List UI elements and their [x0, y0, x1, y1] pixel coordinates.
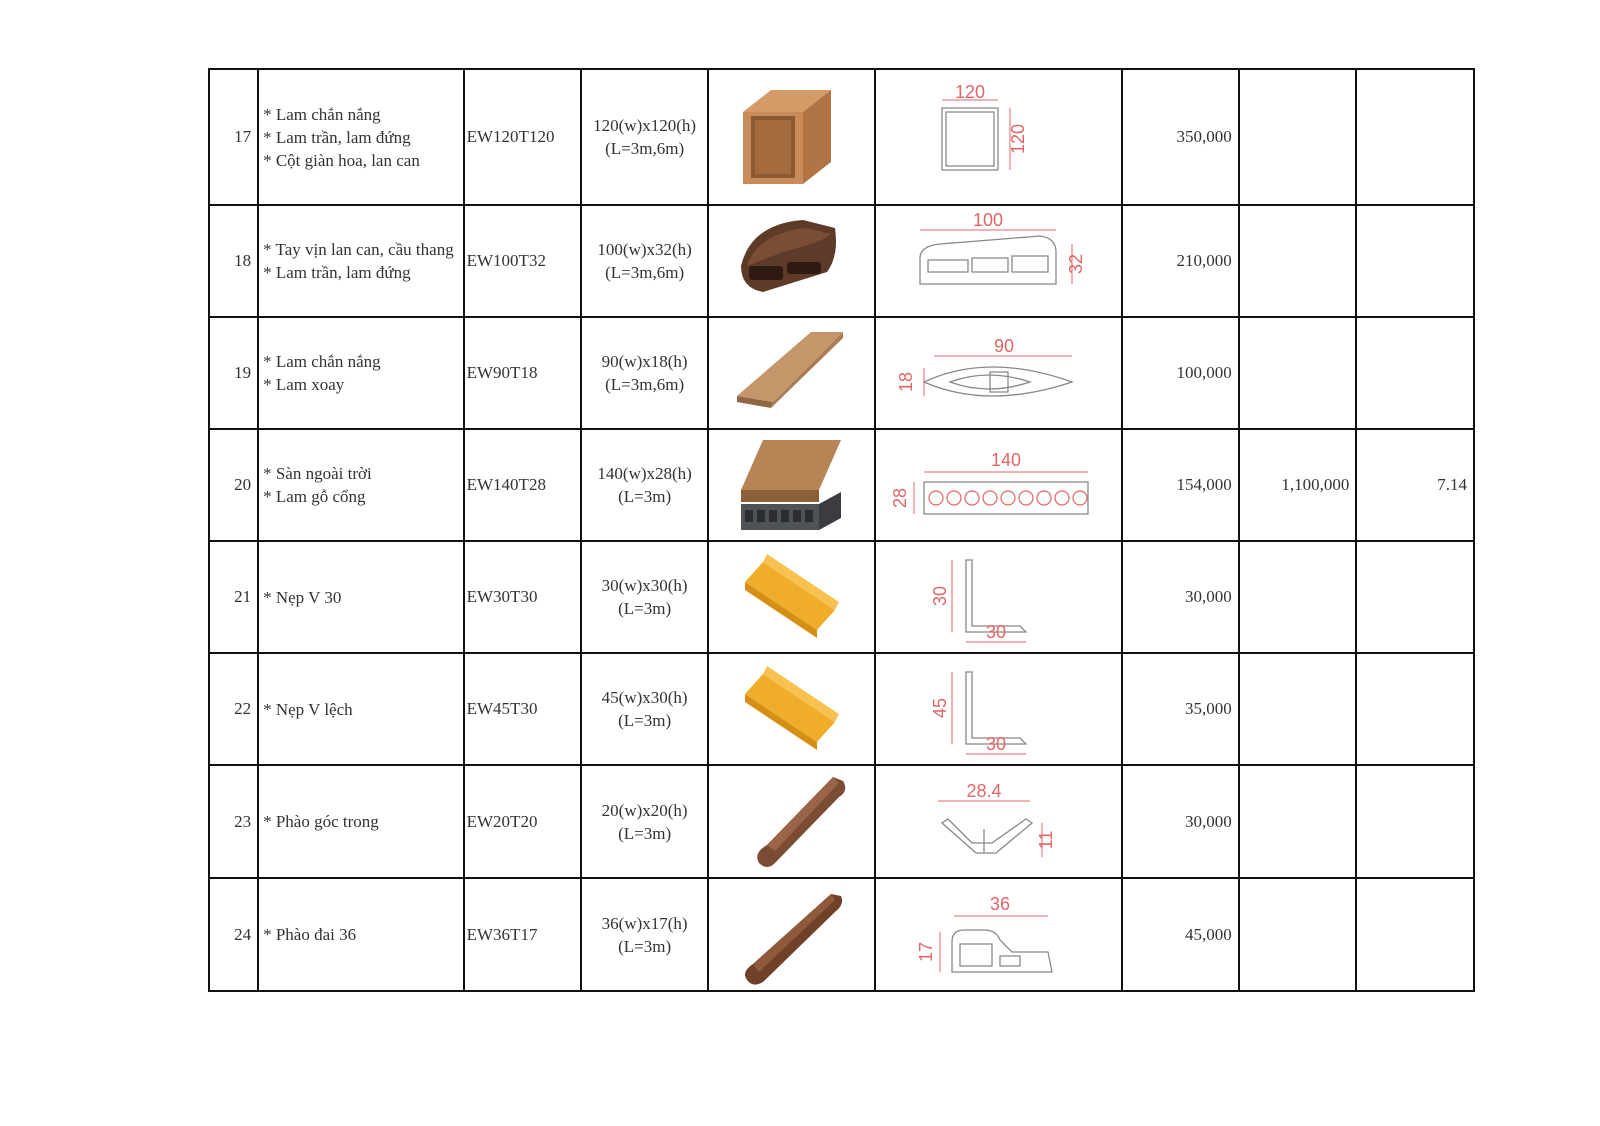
ratio-cell [1356, 653, 1474, 765]
product-photo-cell [708, 429, 875, 541]
svg-text:100: 100 [973, 210, 1004, 230]
row-number-cell [209, 205, 258, 317]
description-line: * Lam xoay [263, 375, 345, 394]
description-cell [258, 878, 464, 991]
ratio-cell [1356, 541, 1474, 653]
description-cell [258, 205, 464, 317]
row-number: 20 [234, 475, 252, 494]
size-cell [581, 317, 708, 429]
decking-board-photo [723, 430, 859, 540]
svg-text:11: 11 [1036, 830, 1057, 849]
ratio-cell [1356, 205, 1474, 317]
technical-drawing-cell [875, 205, 1122, 317]
total-cell [1239, 205, 1357, 317]
svg-text:30: 30 [930, 585, 951, 607]
description-line: * Lam chắn nắng [263, 104, 381, 124]
table-row [209, 317, 1474, 429]
product-code-cell [464, 205, 582, 317]
row-number-cell [209, 653, 258, 765]
product-price-table [208, 68, 1475, 992]
unit-price: 30,000 [1185, 811, 1232, 831]
unit-price-cell [1122, 878, 1239, 991]
description-line: * Cột giàn hoa, lan can [263, 150, 420, 170]
unit-price: 154,000 [1176, 475, 1232, 494]
product-code-cell [464, 317, 582, 429]
product-photo-cell [708, 765, 875, 878]
ratio-cell [1356, 317, 1474, 429]
size-line: (L=3m) [618, 936, 672, 956]
belt-molding-profile-icon [880, 880, 1116, 990]
unit-price: 100,000 [1176, 363, 1232, 382]
product-code: EW45T30 [466, 699, 538, 718]
size-line: (L=3m) [618, 711, 672, 730]
description-line: * Lam gỗ cổng [263, 487, 366, 506]
product-code: EW20T20 [466, 811, 538, 831]
ratio-cell [1356, 765, 1474, 878]
size-line: (L=3m) [618, 487, 672, 506]
table-row [209, 69, 1474, 205]
size-cell [581, 429, 708, 541]
description-cell [258, 765, 464, 878]
technical-drawing-cell [875, 653, 1122, 765]
product-code: EW120T120 [466, 127, 555, 146]
ratio-value: 7.14 [1437, 475, 1467, 494]
unit-price-cell [1122, 765, 1239, 878]
row-number-cell [209, 69, 258, 205]
description-cell [258, 69, 464, 205]
inner-corner-molding-photo [723, 767, 859, 877]
svg-text:28.4: 28.4 [966, 780, 1002, 801]
row-number: 19 [234, 363, 252, 382]
v-trim-photo [723, 542, 859, 652]
unit-price-cell [1122, 69, 1239, 205]
description-line: * Nẹp V 30 [263, 587, 342, 607]
product-photo-cell [708, 317, 875, 429]
table-row [209, 541, 1474, 653]
technical-drawing-cell [875, 317, 1122, 429]
total-cell [1239, 317, 1357, 429]
unit-price: 350,000 [1176, 127, 1232, 146]
unit-price: 45,000 [1185, 924, 1232, 944]
offset-v-trim-photo [723, 654, 859, 764]
table-row [209, 205, 1474, 317]
product-code: EW90T18 [466, 363, 538, 382]
row-number: 24 [234, 924, 252, 944]
angle-profile-icon [880, 654, 1116, 764]
product-code-cell [464, 69, 582, 205]
product-photo-cell [708, 653, 875, 765]
row-number-cell [209, 541, 258, 653]
size-line: 20(w)x20(h) [601, 800, 688, 820]
technical-drawing-cell [875, 429, 1122, 541]
description-cell [258, 541, 464, 653]
unit-price: 30,000 [1185, 587, 1232, 606]
svg-text:45: 45 [930, 697, 951, 719]
size-line: 140(w)x28(h) [597, 464, 692, 483]
svg-text:30: 30 [986, 734, 1007, 754]
size-line: 45(w)x30(h) [601, 688, 688, 707]
unit-price-cell [1122, 653, 1239, 765]
size-line: (L=3m,6m) [605, 263, 685, 282]
row-number: 17 [234, 127, 252, 146]
square-profile-icon [880, 82, 1116, 192]
size-line: 120(w)x120(h) [593, 116, 697, 135]
size-cell [581, 541, 708, 653]
size-cell [581, 878, 708, 991]
description-cell [258, 429, 464, 541]
description-line: * Tay vịn lan can, cầu thang [263, 240, 454, 259]
svg-text:32: 32 [1066, 253, 1087, 275]
row-number: 21 [234, 587, 252, 606]
svg-text:36: 36 [990, 893, 1011, 914]
description-line: * Lam chắn nắng [263, 352, 381, 371]
total-cell [1239, 541, 1357, 653]
svg-text:18: 18 [896, 371, 917, 393]
description-cell [258, 653, 464, 765]
total-cell [1239, 765, 1357, 878]
unit-price-cell [1122, 317, 1239, 429]
unit-price: 210,000 [1176, 251, 1232, 270]
ratio-cell [1356, 429, 1474, 541]
technical-drawing-cell [875, 541, 1122, 653]
table-row [209, 653, 1474, 765]
svg-text:120: 120 [955, 82, 986, 102]
product-code: EW30T30 [466, 587, 538, 606]
angle-profile-icon [880, 542, 1116, 652]
louver-blade-photo [723, 318, 859, 428]
description-line: * Phào đai 36 [263, 925, 357, 944]
total-cell [1239, 429, 1357, 541]
total-cell [1239, 653, 1357, 765]
row-number-cell [209, 429, 258, 541]
lens-profile-icon [880, 318, 1116, 428]
size-line: (L=3m) [618, 823, 672, 843]
size-line: 36(w)x17(h) [601, 913, 688, 933]
size-line: (L=3m,6m) [605, 375, 685, 394]
product-code-cell [464, 653, 582, 765]
size-cell [581, 653, 708, 765]
unit-price: 35,000 [1185, 699, 1232, 718]
product-photo-cell [708, 878, 875, 991]
description-line: * Lam trần, lam đứng [263, 127, 411, 147]
handrail-profile-icon [880, 206, 1116, 316]
size-line: 100(w)x32(h) [597, 240, 692, 259]
svg-text:120: 120 [1008, 123, 1029, 155]
technical-drawing-cell [875, 878, 1122, 991]
product-photo-cell [708, 541, 875, 653]
description-line: * Lam trần, lam đứng [263, 263, 411, 282]
svg-text:28: 28 [890, 487, 911, 509]
row-number: 18 [234, 251, 252, 270]
svg-text:140: 140 [991, 450, 1022, 470]
size-line: 30(w)x30(h) [601, 576, 688, 595]
product-code-cell [464, 765, 582, 878]
product-photo-cell [708, 69, 875, 205]
total-value: 1,100,000 [1281, 475, 1350, 494]
product-code-cell [464, 878, 582, 991]
description-line: * Sàn ngoài trời [263, 464, 372, 483]
row-number-cell [209, 878, 258, 991]
total-cell [1239, 878, 1357, 991]
table-row [209, 765, 1474, 878]
size-line: 90(w)x18(h) [601, 352, 688, 371]
decking-profile-icon [880, 430, 1116, 540]
row-number: 22 [234, 699, 252, 718]
ratio-cell [1356, 878, 1474, 991]
description-line: * Nẹp V lệch [263, 699, 353, 719]
description-cell [258, 317, 464, 429]
unit-price-cell [1122, 205, 1239, 317]
size-cell [581, 205, 708, 317]
ratio-cell [1356, 69, 1474, 205]
row-number-cell [209, 765, 258, 878]
size-line: (L=3m,6m) [605, 139, 685, 158]
svg-text:90: 90 [994, 336, 1015, 356]
table-row [209, 878, 1474, 991]
size-cell [581, 765, 708, 878]
size-cell [581, 69, 708, 205]
product-photo-cell [708, 205, 875, 317]
svg-text:17: 17 [916, 941, 937, 962]
product-code-cell [464, 541, 582, 653]
handrail-photo [723, 206, 859, 316]
total-cell [1239, 69, 1357, 205]
product-code: EW36T17 [466, 924, 538, 944]
table-row [209, 429, 1474, 541]
row-number-cell [209, 317, 258, 429]
unit-price-cell [1122, 541, 1239, 653]
technical-drawing-cell [875, 69, 1122, 205]
belt-molding-photo [723, 880, 859, 990]
unit-price-cell [1122, 429, 1239, 541]
inner-corner-profile-icon [880, 767, 1116, 877]
size-line: (L=3m) [618, 599, 672, 618]
technical-drawing-cell [875, 765, 1122, 878]
row-number: 23 [234, 811, 252, 831]
svg-text:30: 30 [986, 622, 1007, 642]
square-tube-photo [723, 82, 859, 192]
product-code: EW100T32 [466, 251, 546, 270]
description-line: * Phào góc trong [263, 812, 379, 831]
product-code: EW140T28 [466, 475, 546, 494]
product-code-cell [464, 429, 582, 541]
